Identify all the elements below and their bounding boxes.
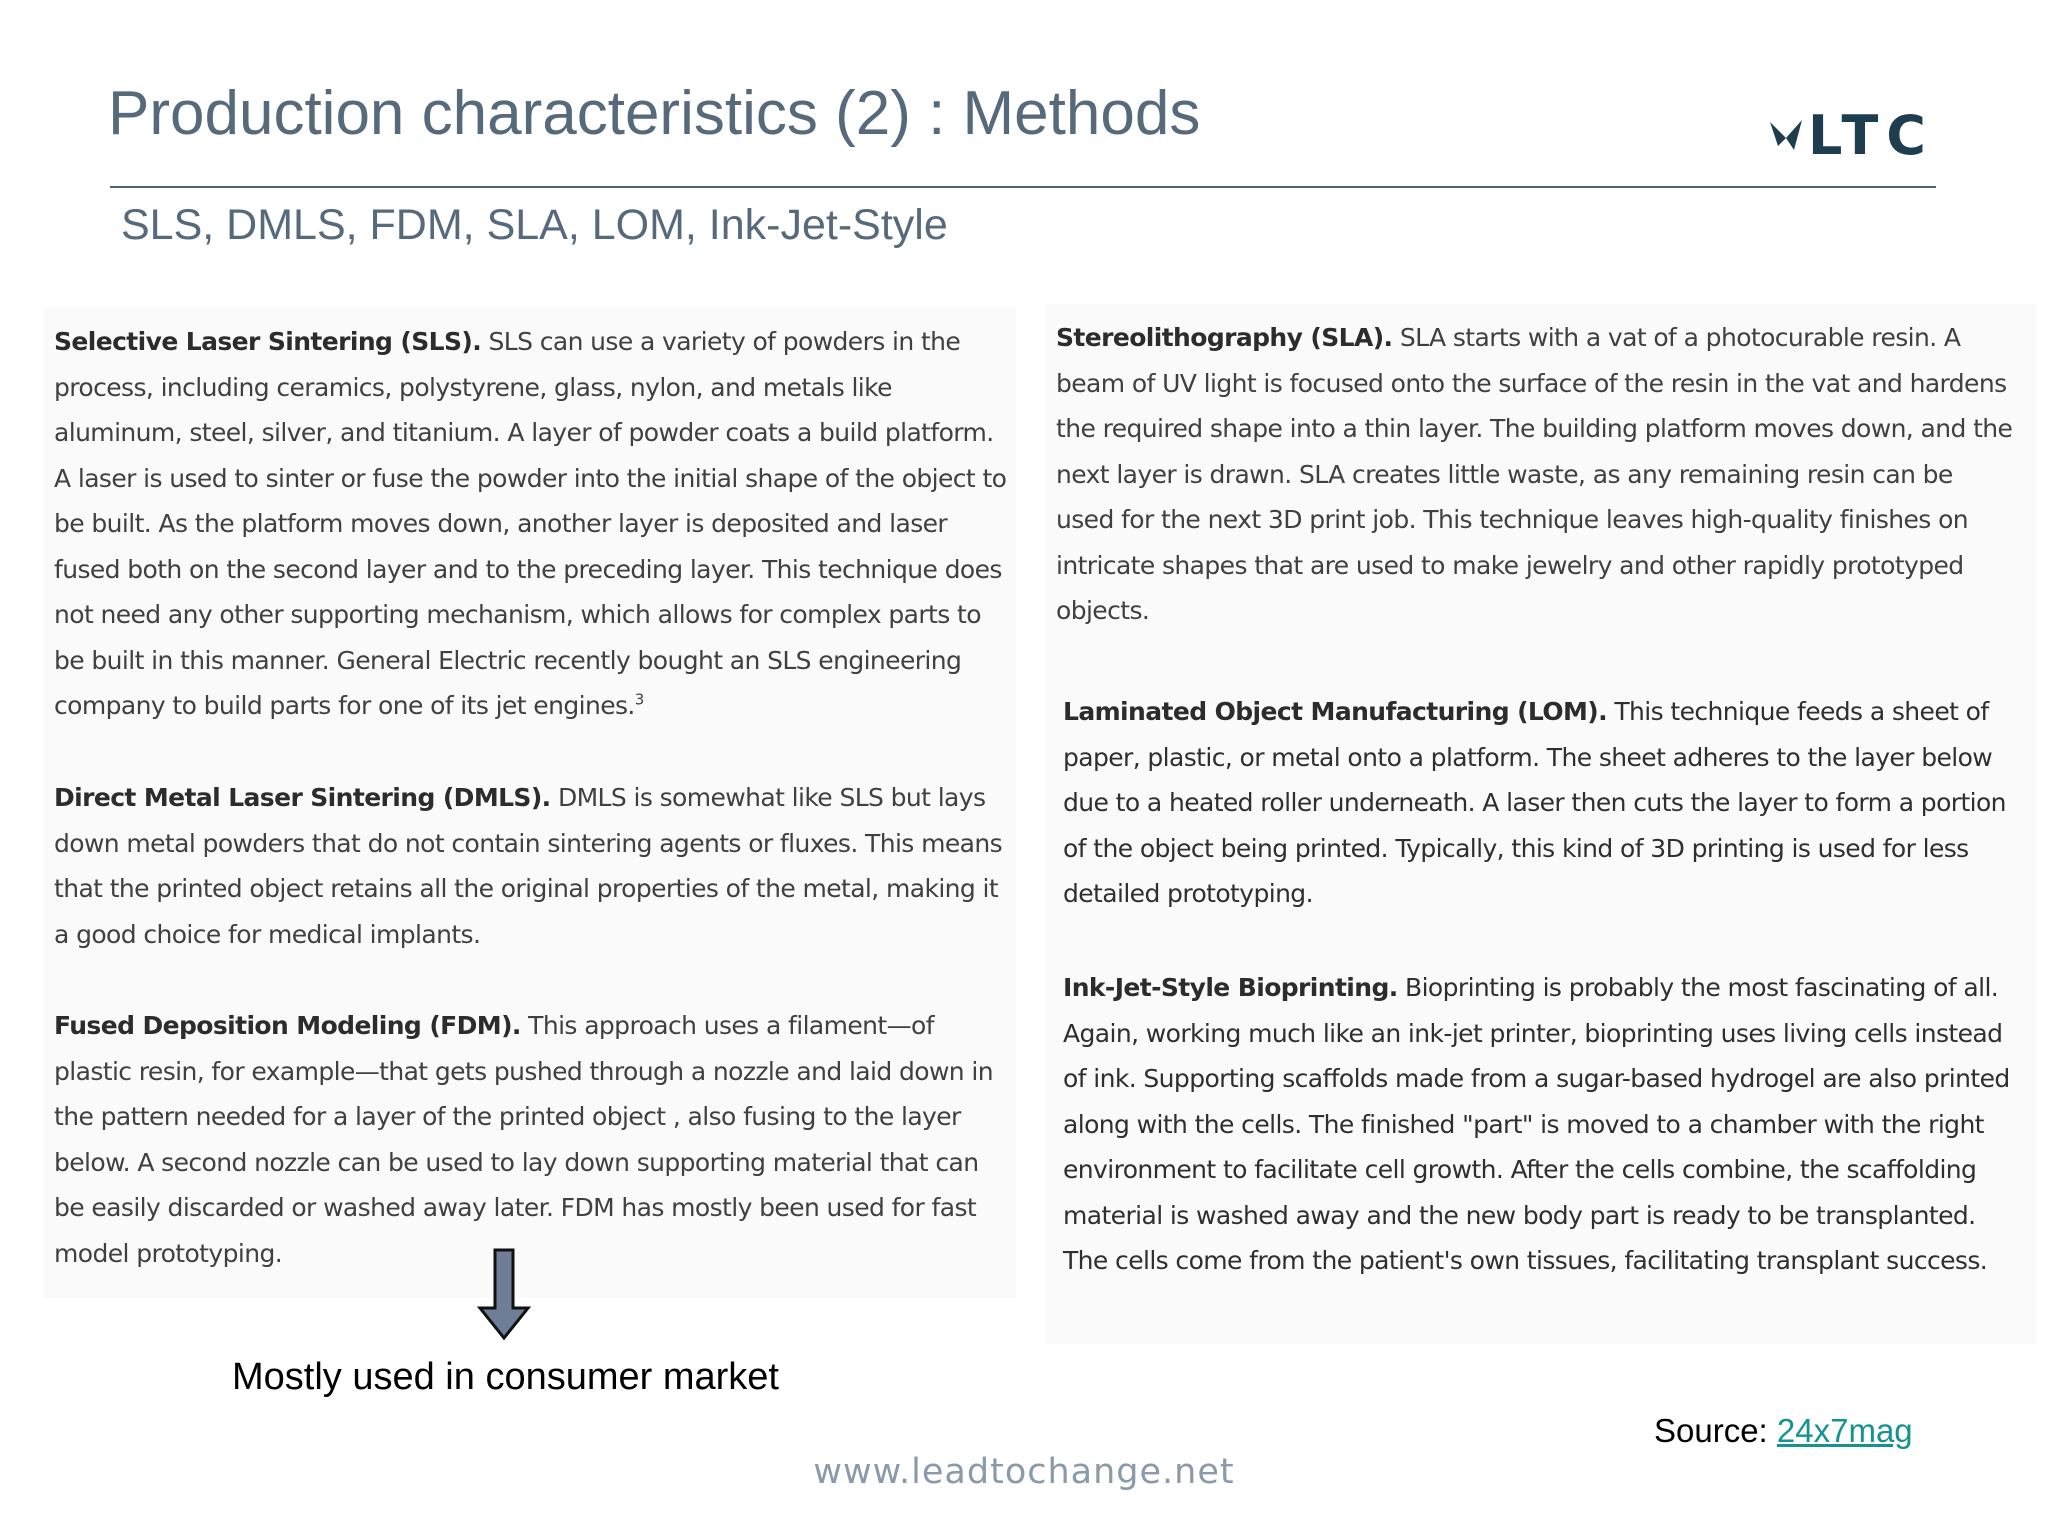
title-divider <box>110 186 1936 188</box>
fdm-paragraph <box>54 1003 1014 1276</box>
source-link[interactable]: 24x7mag <box>1776 1412 1913 1449</box>
sls-body: SLS can use a variety of powders in the process, including ceramics, polystyrene, glass, nylon, and metals like aluminum, steel, silver, and titanium. A layer of powder coats a build platform. A laser is used to sinter or fuse the powder into the initial shape of the object to be built. As the platform moves down, another layer is deposited and laser fused both on the second layer and to the preceding layer. This technique does not need any other supporting mechanism, which allows for complex parts to be built in this manner. General Electric recently bought an SLS engineering company to build parts for one of its jet engines. <box>54 327 1007 720</box>
dmls-paragraph <box>54 775 1014 957</box>
sla-body: SLA starts with a vat of a photocurable resin. A beam of UV light is focused onto the surface of the resin in the vat and hardens the required shape into a thin layer. The building platform moves down, and the next layer is drawn. SLA creates little waste, as any remaining resin can be used for the next 3D print job. This technique leaves high-quality finishes on intricate shapes that are used to make jewelry and other rapidly prototyped objects. <box>1056 323 2013 625</box>
footer-url: www.leadtochange.net <box>813 1452 1235 1492</box>
sls-footnote: 3 <box>634 690 644 709</box>
logo-text: LTC <box>1808 104 1934 167</box>
slide-subtitle: SLS, DMLS, FDM, SLA, LOM, Ink-Jet-Style <box>121 201 948 249</box>
sls-heading: Selective Laser Sintering (SLS). <box>54 327 482 356</box>
sls-paragraph <box>54 319 1014 729</box>
source-citation <box>1654 1412 1913 1450</box>
inkjet-heading: Ink-Jet-Style Bioprinting. <box>1063 973 1398 1002</box>
source-label: Source: <box>1654 1412 1768 1449</box>
down-arrow-icon <box>476 1248 532 1342</box>
ltc-logo-mark-icon <box>1768 116 1804 156</box>
slide-title: Production characteristics (2) : Methods <box>108 79 1201 148</box>
lom-heading: Laminated Object Manufacturing (LOM). <box>1063 697 1608 726</box>
dmls-heading: Direct Metal Laser Sintering (DMLS). <box>54 783 551 812</box>
fdm-body: This approach uses a filament—of plastic resin, for example—that gets pushed through a nozzle and laid down in the pattern needed for a layer of the printed object , also fusing to the layer below. A second nozzle can be used to lay down supporting material that can be easily discarded or washed away later. FDM has mostly been used for fast model prototyping. <box>54 1011 993 1268</box>
ltc-logo <box>1768 104 1934 167</box>
sla-heading: Stereolithography (SLA). <box>1056 323 1393 352</box>
inkjet-body: Bioprinting is probably the most fascinating of all. Again, working much like an ink-jet printer, bioprinting uses living cells instead of ink. Supporting scaffolds made from a sugar-based hydrogel are also printed along with the cells. The finished "part" is moved to a chamber with the right environment to facilitate cell growth. After the cells combine, the scaffolding material is washed away and the new body part is ready to be transplanted. The cells come from the patient's own tissues, facilitating transplant success. <box>1063 973 2010 1275</box>
sla-paragraph <box>1056 315 2014 634</box>
consumer-market-note: Mostly used in consumer market <box>232 1356 779 1398</box>
inkjet-paragraph <box>1063 965 2023 1284</box>
dmls-body: DMLS is somewhat like SLS but lays down metal powders that do not contain sintering agents or fluxes. This means that the printed object retains all the original properties of the metal, making it a good choice for medical implants. <box>54 783 1002 949</box>
lom-body: This technique feeds a sheet of paper, plastic, or metal onto a platform. The sheet adheres to the layer below due to a heated roller underneath. A laser then cuts the layer to form a portion of the object being printed. Typically, this kind of 3D printing is used for less detailed prototyping. <box>1063 697 2006 908</box>
lom-paragraph <box>1063 689 2023 917</box>
fdm-heading: Fused Deposition Modeling (FDM). <box>54 1011 521 1040</box>
